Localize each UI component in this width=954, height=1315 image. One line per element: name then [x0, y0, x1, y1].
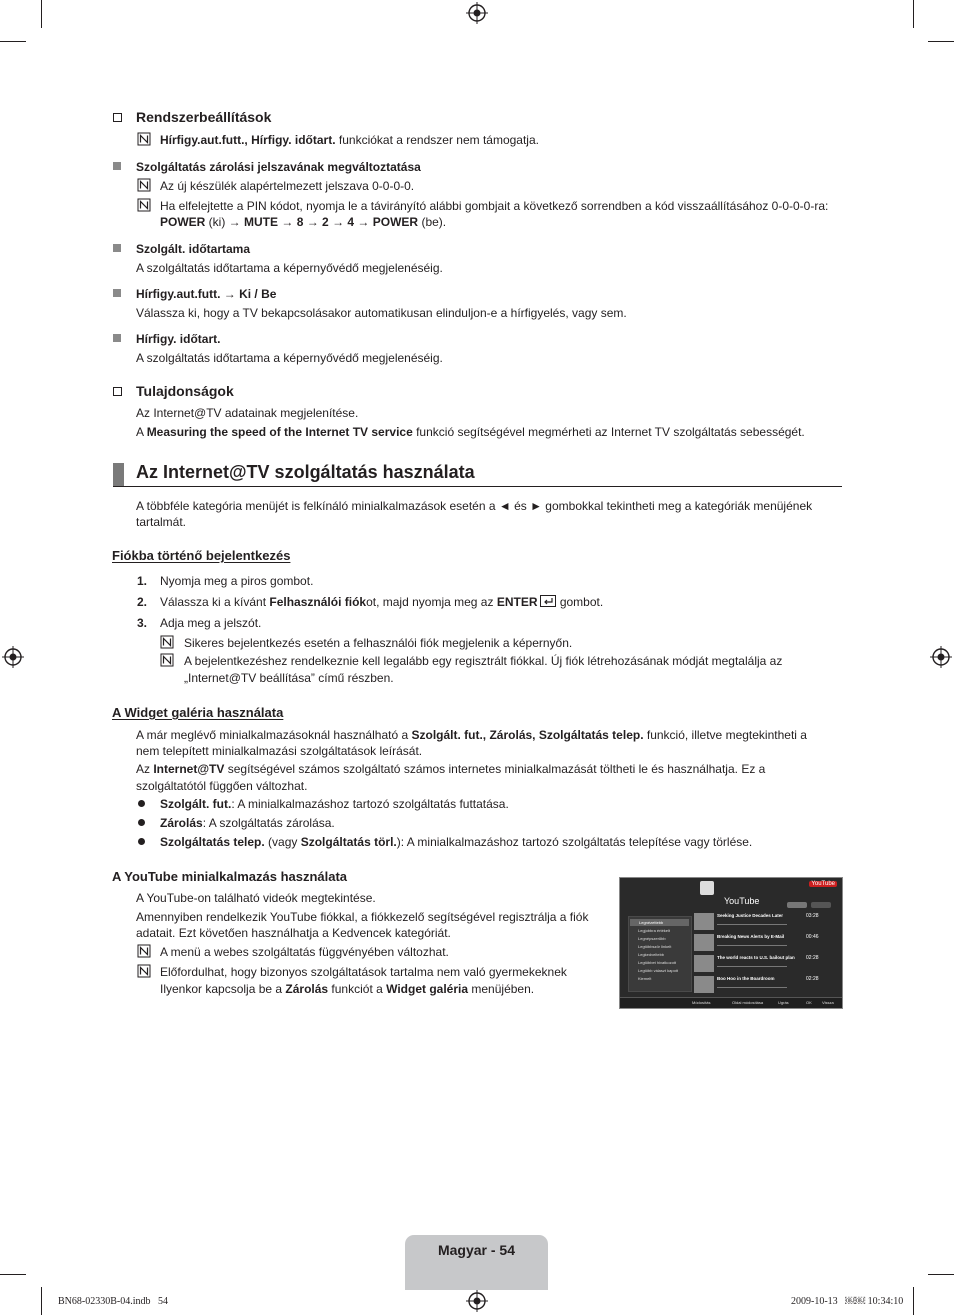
screen-video-item[interactable] — [694, 912, 834, 931]
widget-bullet2: Zárolás: A szolgáltatás zárolása. — [160, 816, 335, 830]
note-icon — [137, 964, 151, 978]
login-title: Fiókba történő bejelentkezés — [112, 548, 291, 563]
section-title-properties: Tulajdonságok — [136, 383, 234, 399]
video-meta-line — [717, 924, 787, 925]
pin-reset-sequence: POWER (ki) → MUTE → 8 → 2 → 4 → POWER (be). — [160, 215, 447, 229]
screen-menu-item[interactable]: Legnézettebb — [630, 919, 689, 926]
autorun-text: Válassza ki, hogy a TV bekapcsolásakor automatikusan elinduljon-e a hírfigyelés, vagy sem. — [136, 306, 627, 320]
screen-footer — [620, 997, 842, 1008]
screen-menu-item[interactable]: Legjobbra értékelt — [638, 928, 671, 933]
video-title: Boo Hoo in the Boardroom — [717, 976, 775, 981]
video-title: Seeking Justice Decades Later — [717, 913, 784, 918]
login-step3: Adja meg a jelszót. — [160, 616, 262, 630]
youtube-note2: Előfordulhat, hogy bizonyos szolgáltatások tartalma nem való gyermekeknek — [160, 965, 567, 979]
note-icon — [160, 635, 174, 649]
crop-mark — [0, 41, 26, 42]
crop-mark — [41, 1287, 42, 1315]
youtube-line2: Amennyiben rendelkezik YouTube fiókkal, a fiókkezelő segítségével regisztrálja a fiók — [136, 910, 589, 924]
footer-item: Ugrás — [778, 1000, 789, 1005]
youtube-note2-cont: Ilyenkor kapcsolja be a Zárolás funkciót a Widget galéria menüjében. — [160, 982, 535, 996]
login-note2-cont: „Internet@TV beállítása” című részben. — [184, 671, 394, 685]
youtube-line1: A YouTube-on található videók megtekintése. — [136, 891, 376, 905]
screen-menu-item[interactable]: Legtöbbször linkelt — [638, 944, 672, 949]
screen-menu-item[interactable]: Legtöbbet hivatkozott — [638, 960, 677, 965]
screen-title: YouTube — [724, 896, 760, 906]
widget-p1: A már meglévő minialkalmazásoknál használható a Szolgált. fut., Zárolás, Szolgáltatás telep. funkció, illetve megtekintheti a — [136, 728, 807, 742]
footer-item: Oldal módosítása — [732, 1000, 764, 1005]
screen-logo: YouTube — [811, 881, 835, 887]
square-bullet-icon — [113, 334, 121, 342]
widget-p2: Az Internet@TV segítségével számos szolgáltató számos internetes minialkalmazását töltheti le és használhatja. Ez a — [136, 762, 766, 776]
crop-mark — [913, 0, 914, 28]
note-icon — [137, 944, 151, 958]
screen-menu-item[interactable]: Legkedveltebb — [638, 952, 665, 957]
heading-bar — [113, 463, 124, 486]
video-thumbnail — [694, 934, 714, 951]
file-info: BN68-02330B-04.indb 54 — [58, 1296, 168, 1307]
video-time: 03:28 — [806, 913, 819, 919]
autorun-title: Hírfigy.aut.futt. → Ki / Be — [136, 287, 277, 301]
screen-menu-item[interactable]: Kiemelt — [638, 976, 652, 981]
pin-note-reset: Ha elfelejtette a PIN kódot, nyomja le a távirányító alábbi gombjait a következő sorrendben a kód visszaállításához 0-0-0-0-ra: — [160, 199, 829, 213]
youtube-screen — [619, 877, 843, 1009]
screen-tab-button[interactable] — [811, 902, 831, 908]
footer-item: Vissza — [822, 1000, 834, 1005]
crop-mark — [41, 0, 42, 28]
square-bullet-icon — [113, 244, 121, 252]
note-icon — [137, 178, 151, 192]
youtube-note1: A menü a webes szolgáltatás függvényében változhat. — [160, 945, 449, 959]
bullet-dot-icon — [138, 819, 145, 826]
crop-mark — [913, 1287, 914, 1315]
video-time: 02:28 — [806, 976, 819, 982]
newsduration-text: A szolgáltatás időtartama a képernyővédő megjelenéséig. — [136, 351, 443, 365]
registration-mark-icon — [930, 646, 952, 668]
square-bullet-icon — [113, 162, 121, 170]
step-number: 1. — [137, 574, 148, 588]
login-step2: Válassza ki a kívánt Felhasználói fiókot, majd nyomja meg az ENTER gombot. — [160, 595, 604, 609]
widget-p2-cont: szolgáltatótól függően változhat. — [136, 779, 308, 793]
video-title: The world reacts to U.S. bailout plan — [717, 955, 795, 960]
square-bullet-icon — [113, 289, 121, 297]
bullet-dot-icon — [138, 800, 145, 807]
widget-p1-cont: nem telepített minialkalmazási szolgáltatások leírását. — [136, 744, 423, 758]
system-note: Hírfigy.aut.futt., Hírfigy. időtart. funkciókat a rendszer nem támogatja. — [160, 133, 539, 147]
screen-menu-item[interactable]: Legtöbb választ kapott — [638, 968, 679, 973]
video-thumbnail — [694, 955, 714, 972]
login-note2: A bejelentkezéshez rendelkeznie kell legalább egy regisztrált fiókkal. Új fiók létrehozásának módját megtalálja az — [184, 654, 783, 668]
properties-line1: Az Internet@TV adatainak megjelenítése. — [136, 406, 359, 420]
step-number: 2. — [137, 595, 148, 609]
login-step1: Nyomja meg a piros gombot. — [160, 574, 314, 588]
screen-video-item[interactable] — [694, 954, 834, 973]
video-meta-line — [717, 966, 787, 967]
footer-item: Módosítás — [692, 1000, 711, 1005]
properties-line2: A Measuring the speed of the Internet TV service funkció segítségével megmérheti az Internet TV szolgáltatás sebességét. — [136, 425, 805, 439]
page-number: Magyar - 54 — [437, 1242, 516, 1258]
footer-item: OK — [806, 1000, 812, 1005]
video-thumbnail — [694, 976, 714, 993]
video-meta-line — [717, 945, 787, 946]
note-icon — [160, 653, 174, 667]
screen-menu-item[interactable]: Legnépszerűbb — [638, 936, 666, 941]
crop-mark — [928, 41, 954, 42]
youtube-line3: adatait. Ezt követően használhatja a Kedvencek kategóriát. — [136, 926, 451, 940]
enter-key-icon — [540, 595, 556, 607]
widget-title: A Widget galéria használata — [112, 705, 284, 720]
duration-text: A szolgáltatás időtartama a képernyővédő megjelenéséig. — [136, 261, 443, 275]
print-date: 2009-10-13 ￼￼ 10:34:10 — [791, 1296, 904, 1307]
screen-menu — [628, 916, 692, 992]
screen-tab-button[interactable] — [787, 902, 807, 908]
video-meta-line — [717, 987, 787, 988]
registration-mark-icon — [466, 1290, 488, 1312]
intro-line2: tartalmát. — [136, 515, 187, 529]
pin-title: Szolgáltatás zárolási jelszavának megváltoztatása — [136, 160, 421, 174]
section-title-system: Rendszerbeállítások — [136, 109, 272, 125]
note-icon — [137, 198, 151, 212]
screen-video-item[interactable] — [694, 933, 834, 952]
crop-mark — [0, 1274, 26, 1275]
widget-bullet1: Szolgált. fut.: A minialkalmazáshoz tartozó szolgáltatás futtatása. — [160, 797, 509, 811]
video-thumbnail — [694, 913, 714, 930]
main-heading: Az Internet@TV szolgáltatás használata — [136, 462, 475, 482]
registration-mark-icon — [2, 646, 24, 668]
video-title: Breaking News Alerts by E-Mail — [717, 934, 785, 939]
checkbox-bullet-icon — [113, 113, 122, 122]
checkbox-bullet-icon — [113, 387, 122, 396]
crop-mark — [928, 1274, 954, 1275]
screen-clapper-icon — [700, 881, 714, 895]
pin-note-default: Az új készülék alapértelmezett jelszava 0-0-0-0. — [160, 179, 415, 193]
login-note1: Sikeres bejelentkezés esetén a felhasználói fiók megjelenik a képernyőn. — [184, 636, 573, 650]
registration-mark-icon — [466, 2, 488, 24]
screen-video-item[interactable] — [694, 975, 834, 994]
duration-title: Szolgált. időtartama — [136, 242, 251, 256]
video-time: 02:28 — [806, 955, 819, 961]
video-time: 00:46 — [806, 934, 819, 940]
intro-line1: A többféle kategória menüjét is felkínáló minialkalmazások esetén a ◄ és ► gombokkal tekintheti meg a kategóriák menüjének — [136, 499, 813, 513]
bullet-dot-icon — [138, 838, 145, 845]
heading-rule — [113, 486, 842, 487]
youtube-title: A YouTube minialkalmazás használata — [112, 869, 348, 884]
widget-bullet3: Szolgáltatás telep. (vagy Szolgáltatás törl.): A minialkalmazáshoz tartozó szolgáltatás telepítése vagy törlése. — [160, 835, 753, 849]
note-icon — [137, 132, 151, 146]
step-number: 3. — [137, 616, 148, 630]
newsduration-title: Hírfigy. időtart. — [136, 332, 221, 346]
